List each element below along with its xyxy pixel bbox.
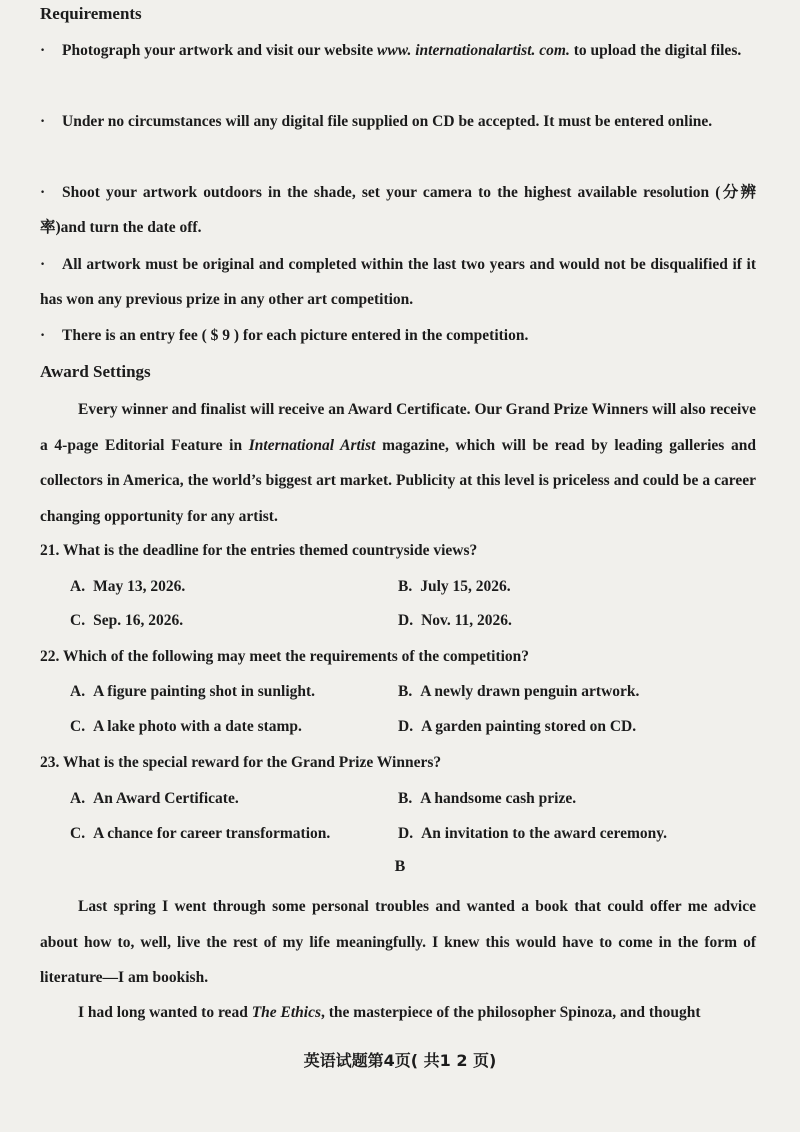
requirement-item — [40, 33, 756, 68]
award-text: magazine, which will be read by leading galleries and collectors in America, the world’s biggest art market. Publicity at this level is priceless and could be a career changing opportunity for any artist. — [40, 436, 756, 525]
answer-option[interactable] — [70, 577, 185, 597]
question-stem: 22. Which of the following may meet the requirements of the competition? — [40, 648, 530, 665]
award-settings-heading: Award Settings — [40, 362, 151, 381]
requirement-item — [40, 318, 756, 353]
option-letter: D. — [398, 612, 414, 629]
page-footer: 英语试题第4页( 共1 2 页) — [303, 1051, 497, 1070]
answer-option[interactable] — [398, 611, 512, 631]
book-title: The Ethics — [251, 1004, 322, 1021]
requirements-heading: Requirements — [40, 4, 142, 23]
magazine-title: International Artist — [248, 436, 376, 454]
requirement-item — [40, 175, 756, 245]
award-paragraph — [40, 392, 756, 534]
option-text: Sep. 16, 2026. — [93, 612, 184, 629]
bullet-icon: · — [40, 184, 46, 201]
option-text: A lake photo with a date stamp. — [93, 718, 302, 735]
option-text: A handsome cash prize. — [420, 790, 577, 807]
requirement-text: All artwork must be original and completed within the last two years and would not be disqualified if it has won any previous prize in any other art competition. — [40, 256, 756, 308]
option-text: A chance for career transformation. — [93, 825, 331, 842]
passage-text: I had long wanted to read — [78, 1004, 252, 1021]
answer-option[interactable] — [70, 824, 330, 844]
option-text: A figure painting shot in sunlight. — [93, 683, 316, 700]
option-text: An invitation to the award ceremony. — [421, 825, 668, 842]
passage-b-paragraph-2 — [40, 995, 756, 1031]
option-letter: C. — [70, 612, 86, 629]
bullet-icon: · — [40, 113, 46, 130]
bullet-icon: · — [40, 327, 46, 344]
option-letter: B. — [398, 683, 413, 700]
answer-option[interactable] — [398, 789, 576, 809]
option-letter: D. — [398, 825, 414, 842]
requirement-text: There is an entry fee ( $ 9 ) for each picture entered in the competition. — [62, 327, 529, 344]
passage-b-paragraph-1: Last spring I went through some personal troubles and wanted a book that could offer me advice about how to, well, live the rest of my life meaningfully. I knew this would have to come in the form of literature—I am bookish. — [40, 898, 756, 986]
answer-option[interactable] — [398, 682, 639, 702]
option-letter: D. — [398, 718, 414, 735]
answer-option[interactable] — [398, 717, 636, 737]
requirement-item — [40, 104, 756, 139]
passage-text: , the masterpiece of the philosopher Spinoza, and thought — [321, 1004, 701, 1021]
bullet-icon: · — [40, 42, 46, 59]
requirement-text: Shoot your artwork outdoors in the shade, set your camera to the highest available resolution (分辨率)and turn the date off. — [40, 184, 756, 236]
option-letter: C. — [70, 825, 86, 842]
requirement-text: to upload the digital files. — [569, 42, 742, 59]
question-stem: 23. What is the special reward for the Grand Prize Winners? — [40, 754, 442, 771]
option-letter: B. — [398, 790, 413, 807]
bullet-icon: · — [40, 256, 46, 273]
answer-option[interactable] — [70, 789, 239, 809]
option-text: May 13, 2026. — [93, 578, 186, 595]
option-text: An Award Certificate. — [93, 790, 239, 807]
website-link: www. internationalartist. com. — [377, 42, 570, 59]
option-text: A garden painting stored on CD. — [421, 718, 637, 735]
option-letter: C. — [70, 718, 86, 735]
award-text: Every winner and finalist will receive an Award Certificate. Our Grand Prize Winners will also receive a 4-page Editorial Feature in — [40, 401, 756, 454]
answer-option[interactable] — [70, 611, 183, 631]
requirement-text: Under no circumstances will any digital file supplied on CD be accepted. It must be entered online. — [62, 113, 713, 130]
question-stem: 21. What is the deadline for the entries themed countryside views? — [40, 542, 478, 559]
option-text: A newly drawn penguin artwork. — [420, 683, 640, 700]
requirement-text: Photograph your artwork and visit our website — [62, 42, 378, 59]
answer-option[interactable] — [70, 717, 302, 737]
answer-option[interactable] — [70, 682, 315, 702]
answer-option[interactable] — [398, 824, 667, 844]
option-letter: A. — [70, 683, 86, 700]
answer-option[interactable] — [398, 577, 511, 597]
option-letter: B. — [398, 578, 413, 595]
requirement-item — [40, 247, 756, 317]
option-text: July 15, 2026. — [420, 578, 511, 595]
option-letter: A. — [70, 578, 86, 595]
section-b-label: B — [394, 858, 406, 875]
option-letter: A. — [70, 790, 86, 807]
option-text: Nov. 11, 2026. — [421, 612, 512, 629]
